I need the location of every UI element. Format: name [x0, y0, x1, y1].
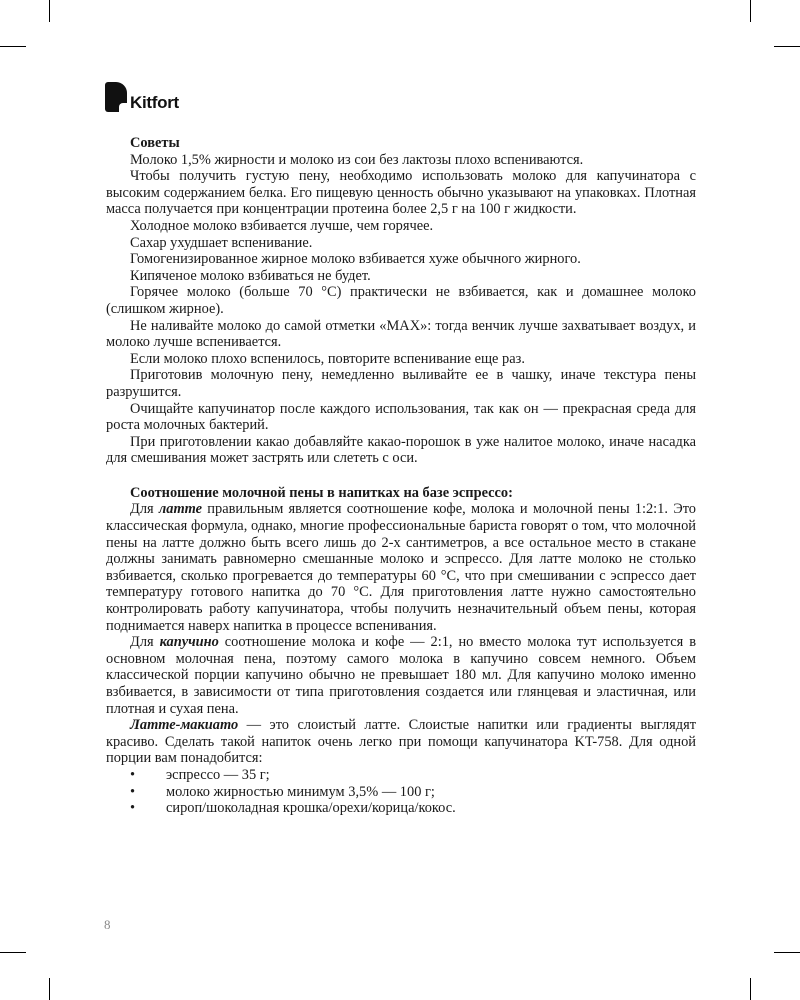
crop-mark — [0, 46, 26, 47]
kitfort-logo-icon — [105, 82, 127, 112]
section-title-tips: Советы — [130, 135, 180, 151]
tip-paragraph: Сахар ухудшает вспенивание. — [130, 234, 313, 251]
crop-mark — [49, 978, 50, 1000]
page-number: 8 — [104, 917, 111, 932]
section-title-ratio: Соотношение молочной пены в напитках на базе эспрессо: — [130, 484, 513, 501]
tip-paragraph: Горячее молоко (больше 70 °С) практически не взбивается, как и домашнее молоко (слишком жирное). — [106, 284, 696, 317]
ingredients-list — [106, 767, 696, 817]
page-content — [106, 135, 696, 817]
crop-mark — [750, 0, 751, 22]
list-item: • эспрессо — 35 г; — [106, 767, 696, 784]
crop-mark — [49, 0, 50, 22]
tip-paragraph: При приготовлении какао добавляйте какао-порошок в уже налитое молоко, иначе насадка для смешивания может застрять или слететь с оси. — [106, 433, 696, 467]
brand-logo — [105, 82, 179, 112]
tip-paragraph: Если молоко плохо вспенилось, повторите вспенивание еще раз. — [130, 350, 525, 367]
brand-name: Kitfort — [130, 93, 179, 112]
crop-mark — [0, 952, 26, 953]
tip-paragraph: Холодное молоко взбивается лучше, чем горячее. — [130, 217, 434, 234]
latte-paragraph: Для латте правильным является соотношение кофе, молока и молочной пены 1:2:1. Это классическая формула, однако, многие профессиональные бариста говорят о том, что молочной пены на латте должно быть всего лишь до 2-х сантиметров, а все остальное место в стакане должны занимать равномерно смешанные молоко и эспрессо. Для латте молоко не столько взбивается, сколько прогревается до температуры 60 °С, что при смешивании с эспрессо дает температуру готового напитка до 70 °С. Для приготовления латте нужно самостоятельно контролировать работу капучинатора, чтобы получить незначительный объем пены, которая поднимается наверх напитка в процессе вспенивания. — [106, 501, 696, 634]
list-item: • сироп/шоколадная крошка/орехи/корица/кокос. — [106, 800, 696, 817]
tip-paragraph: Гомогенизированное жирное молоко взбивается хуже обычного жирного. — [130, 251, 581, 268]
tip-paragraph: Очищайте капучинатор после каждого использования, так как он — прекрасная среда для роста молочных бактерий. — [106, 400, 696, 434]
tip-paragraph: Приготовив молочную пену, немедленно выливайте ее в чашку, иначе текстура пены разрушится. — [106, 367, 696, 400]
macchiato-term: Латте-макиато — [130, 717, 239, 734]
cappuccino-term: капучино — [159, 634, 219, 651]
cappuccino-paragraph: Для капучино соотношение молока и кофе — 2:1, но вместо молока тут используется в основном молочная пена, поэтому самого молока в капучино совсем немного. Объем классической порции капучино обычно не превышает 180 мл. Для капучино молоко именно взбивается, в зависимости от типа приготовления создается или глянцевая и эластичная, или плотная и сухая пена. — [106, 634, 697, 717]
latte-term: латте — [158, 501, 203, 518]
tip-paragraph: Молоко 1,5% жирности и молоко из сои без лактозы плохо вспениваются. — [130, 151, 584, 168]
crop-mark — [774, 952, 800, 953]
tip-paragraph: Не наливайте молоко до самой отметки «MAX»: тогда венчик лучше захватывает воздух, и молоко лучше вспенивается. — [106, 317, 696, 351]
crop-mark — [774, 46, 800, 47]
macchiato-paragraph: Латте-макиато — это слоистый латте. Слоистые напитки или градиенты выглядят красиво. Сделать такой напиток очень легко при помощи капучинатора KT-758. Для одной порции вам понадобится: — [106, 717, 696, 767]
crop-mark — [750, 978, 751, 1000]
tip-paragraph: Кипяченое молоко взбиваться не будет. — [130, 267, 371, 284]
tip-paragraph: Чтобы получить густую пену, необходимо использовать молоко для капучинатора с высоким содержанием белка. Его пищевую ценность обычно указывают на упаковках. Плотная масса получается при концентрации протеина более 2,5 г на 100 г жидкости. — [106, 168, 696, 218]
list-item: • молоко жирностью минимум 3,5% — 100 г; — [106, 784, 696, 801]
